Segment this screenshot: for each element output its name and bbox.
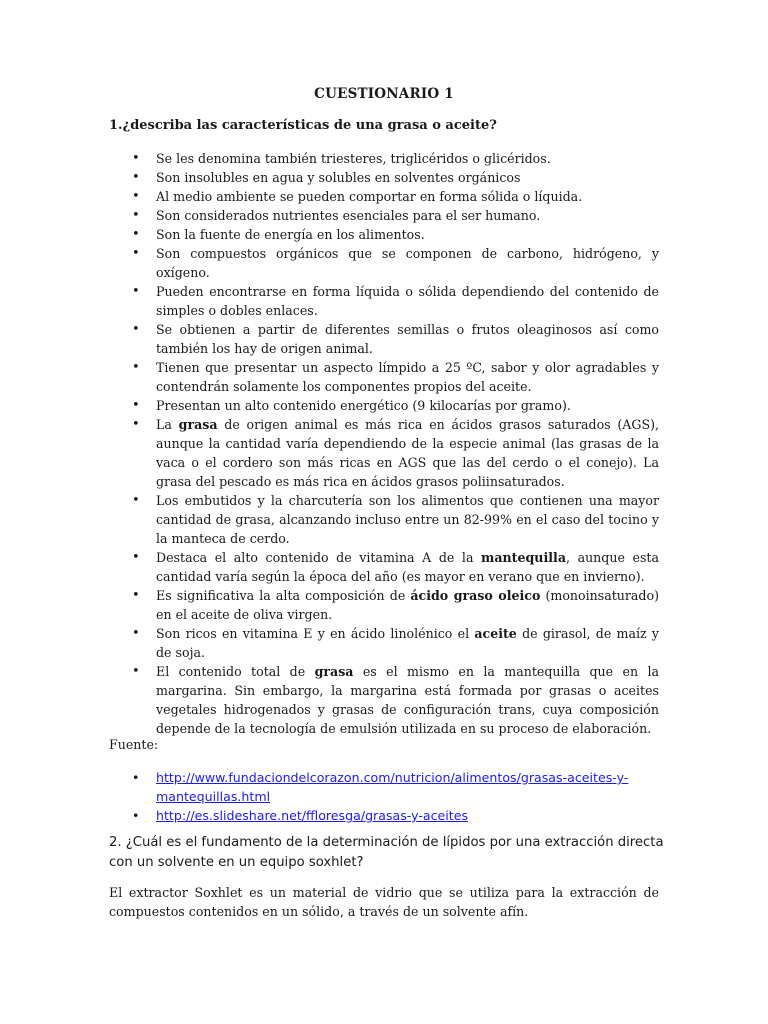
list-item bbox=[109, 586, 659, 624]
source-label: Fuente: bbox=[109, 737, 159, 752]
text-run: Se les denomina también triesteres, triglicéridos o glicéridos. bbox=[156, 151, 551, 166]
text-run: Son la fuente de energía en los alimentos. bbox=[156, 227, 425, 242]
list-item bbox=[109, 149, 659, 168]
text-run: Son compuestos orgánicos que se componen de carbono, hidrógeno, y oxígeno. bbox=[156, 246, 659, 280]
list-item bbox=[109, 244, 659, 282]
text-run: Los embutidos y la charcutería son los alimentos que contienen una mayor cantidad de grasa, alcanzando incluso entre un 82-99% en el caso del tocino y la manteca de cerdo. bbox=[156, 493, 659, 546]
text-run: de origen animal es más rica en ácidos grasos saturados (AGS), aunque la cantidad varía dependiendo de la especie animal (las grasas de la vaca o el cordero son más ricas en AGS que las del cerdo o el conejo). La grasa del pescado es más rica en ácidos grasos poliinsaturados. bbox=[156, 417, 659, 489]
list-item bbox=[109, 282, 659, 320]
text-run: La bbox=[156, 417, 179, 432]
text-run: Es significativa la alta composición de bbox=[156, 588, 411, 603]
text-run: El contenido total de bbox=[156, 664, 315, 679]
question-2-answer: El extractor Soxhlet es un material de vidrio que se utiliza para la extracción de compuestos contenidos en un sólido, a través de un solvente afín. bbox=[109, 885, 659, 919]
list-item bbox=[109, 768, 659, 806]
text-run: , aunque esta cantidad varía según la época del año (es mayor en verano que en invierno). bbox=[156, 550, 659, 584]
text-run: Tienen que presentar un aspecto límpido a 25 ºC, sabor y olor agradables y contendrán solamente los componentes propios del aceite. bbox=[156, 360, 659, 394]
text-run: (monoinsaturado) en el aceite de oliva virgen. bbox=[156, 588, 659, 622]
text-run: Son insolubles en agua y solubles en solventes orgánicos bbox=[156, 170, 521, 185]
bold-text: grasa bbox=[314, 664, 354, 679]
bold-text: aceite bbox=[474, 626, 517, 641]
text-run: Se obtienen a partir de diferentes semillas o frutos oleaginosos así como también los hay de origen animal. bbox=[156, 322, 659, 356]
text-run: Presentan un alto contenido energético (9 kilocarías por gramo). bbox=[156, 398, 571, 413]
text-run: Pueden encontrarse en forma líquida o sólida dependiendo del contenido de simples o dobles enlaces. bbox=[156, 284, 659, 318]
bold-text: grasa bbox=[178, 417, 218, 432]
text-run: Son ricos en vitamina E y en ácido linolénico el bbox=[156, 626, 475, 641]
text-run: Al medio ambiente se pueden comportar en forma sólida o líquida. bbox=[156, 189, 583, 204]
list-item bbox=[109, 225, 659, 244]
question-1-heading: 1.¿describa las características de una grasa o aceite? bbox=[109, 118, 497, 133]
list-item bbox=[109, 168, 659, 187]
list-item bbox=[109, 206, 659, 225]
source-link[interactable]: http://es.slideshare.net/ffloresga/grasas-y-aceites bbox=[156, 808, 469, 823]
list-item bbox=[109, 624, 659, 662]
text-run: de girasol, de maíz y de soja. bbox=[156, 626, 659, 660]
list-item bbox=[109, 548, 659, 586]
list-item bbox=[109, 806, 659, 825]
source-link[interactable]: http://www.fundaciondelcorazon.com/nutricion/alimentos/grasas-aceites-y-mantequillas.html bbox=[156, 770, 629, 804]
list-item bbox=[109, 415, 659, 491]
text-run: es el mismo en la mantequilla que en la margarina. Sin embargo, la margarina está formada por grasas o aceites vegetales hidrogenados y grasas de configuración trans, cuya composición depende de la tecnología de emulsión utilizada en su proceso de elaboración. bbox=[156, 664, 660, 736]
list-item bbox=[109, 396, 659, 415]
characteristics-list bbox=[109, 149, 659, 738]
text-run: Destaca el alto contenido de vitamina A de la bbox=[156, 550, 482, 565]
bold-text: mantequilla bbox=[481, 550, 566, 565]
bold-text: ácido graso oleico bbox=[410, 588, 541, 603]
list-item bbox=[109, 662, 659, 738]
text-run: Son considerados nutrientes esenciales para el ser humano. bbox=[156, 208, 541, 223]
list-item bbox=[109, 187, 659, 206]
question-2-heading: 2. ¿Cuál es el fundamento de la determinación de lípidos por una extracción directa con un solvente en un equipo soxhlet? bbox=[109, 835, 664, 870]
list-item bbox=[109, 320, 659, 358]
list-item bbox=[109, 491, 659, 548]
document-title: CUESTIONARIO 1 bbox=[314, 86, 454, 102]
list-item bbox=[109, 358, 659, 396]
source-links-list bbox=[109, 768, 659, 825]
